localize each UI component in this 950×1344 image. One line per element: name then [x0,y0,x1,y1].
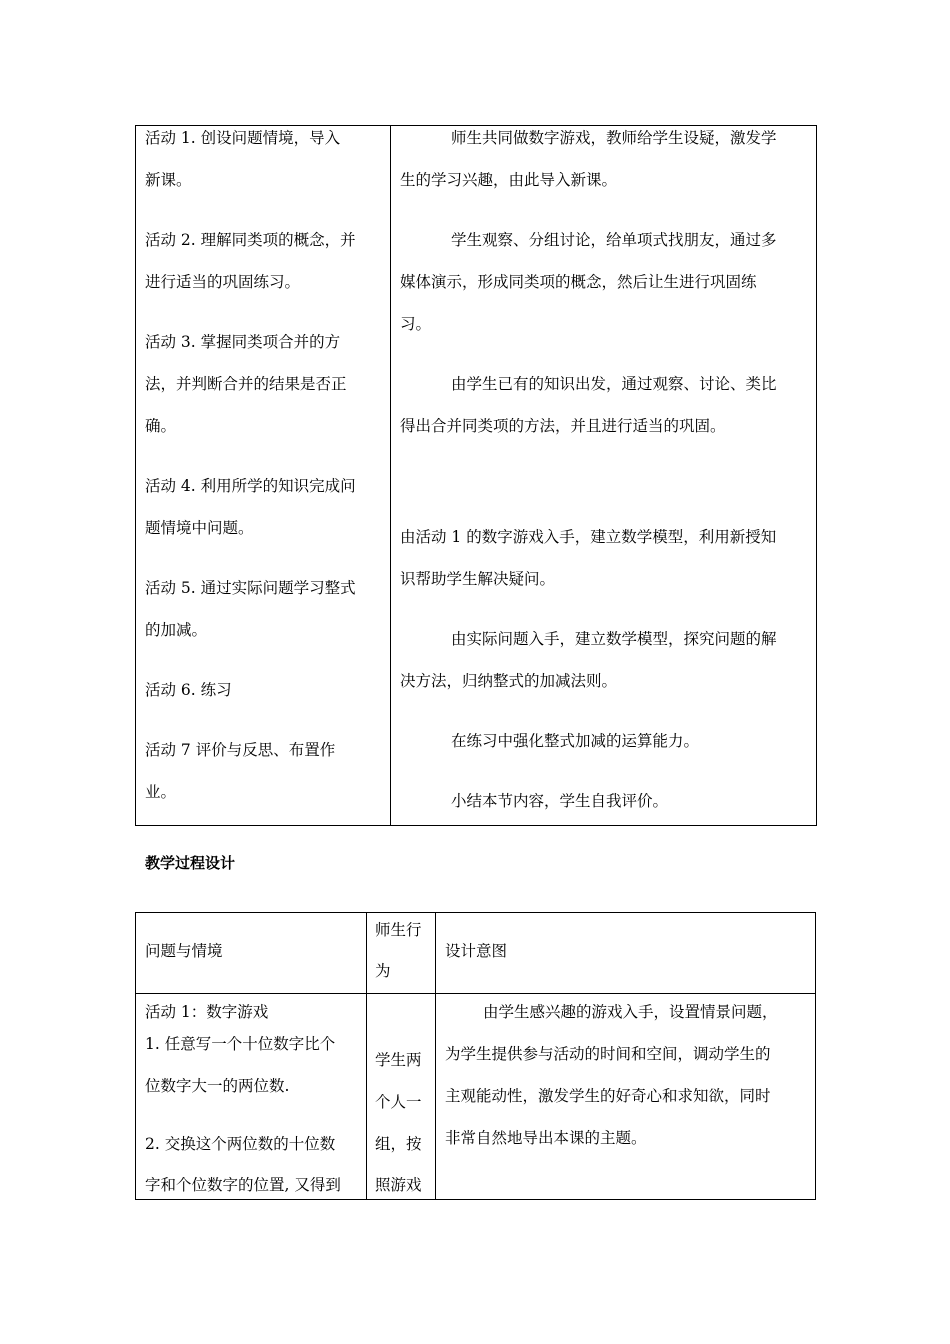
row1-behavior-line1: 学生两 [375,1051,422,1070]
activities-table [135,125,817,826]
row1-question-title: 活动 1：数字游戏 [145,1003,269,1022]
desc-5-line1: 由实际问题入手，建立数学模型，探究问题的解 [451,630,777,648]
activity-5-line2: 的加减。 [145,621,208,639]
desc-2-line2: 媒体演示，形成同类项的概念，然后让生进行巩固练 [400,273,757,291]
activity-4-line1: 活动 4. 利用所学的知识完成问 [145,477,356,495]
activity-4-line2: 题情境中问题。 [145,519,254,537]
activity-6-line1: 活动 6. 练习 [145,681,232,699]
header-question-label: 问题与情境 [145,942,223,960]
desc-3-line1: 由学生已有的知识出发，通过观察、讨论、类比 [451,375,777,393]
desc-5-line2: 决方法，归纳整式的加减法则。 [400,672,618,690]
row1-intent-line3: 主观能动性，激发学生的好奇心和求知欲，同时 [445,1087,771,1106]
activities-column [136,126,391,826]
activity-1-line2: 新课。 [145,171,192,189]
desc-2-line1: 学生观察、分组讨论，给单项式找朋友，通过多 [451,231,777,249]
section-heading: 教学过程设计 [145,854,236,872]
activity-2-line1: 活动 2. 理解同类项的概念，并 [145,231,356,249]
descriptions-column [391,126,817,826]
activity-3-line2: 法，并判断合并的结果是否正 [145,375,347,393]
header-intent-label: 设计意图 [445,942,508,960]
row1-behavior [367,994,436,1200]
row1-intent [436,994,816,1200]
desc-3-line2: 得出合并同类项的方法，并且进行适当的巩固。 [400,417,726,435]
activity-5-line1: 活动 5. 通过实际问题学习整式 [145,579,356,597]
row1-question-line1: 1. 任意写一个十位数字比个 [145,1035,336,1054]
header-intent [436,913,816,994]
header-behavior [367,913,436,994]
row1-question-line2: 位数字大一的两位数. [145,1077,290,1096]
activity-3-line3: 确。 [145,417,177,435]
row1-behavior-line2: 个人一 [375,1093,422,1112]
row1-intent-line4: 非常自然地导出本课的主题。 [445,1129,647,1148]
row1-intent-line1: 由学生感兴趣的游戏入手，设置情景问题， [483,1003,778,1022]
row1-question-line3: 2. 交换这个两位数的十位数 [145,1135,336,1154]
row1-question-line4: 字和个位数字的位置, 又得到 [145,1176,341,1195]
desc-4-line1: 由活动 1 的数字游戏入手，建立数学模型，利用新授知 [400,528,777,546]
row1-intent-line2: 为学生提供参与活动的时间和空间，调动学生的 [445,1045,771,1064]
desc-1-line1: 师生共同做数字游戏，教师给学生设疑，激发学 [451,129,777,147]
desc-4-line2: 识帮助学生解决疑问。 [400,570,556,588]
activity-2-line2: 进行适当的巩固练习。 [145,273,301,291]
desc-2-line3: 习。 [400,315,432,333]
activity-7-line1: 活动 7 评价与反思、布置作 [145,741,336,759]
activity-3-line1: 活动 3. 掌握同类项合并的方 [145,333,341,351]
activity-1-line1: 活动 1. 创设问题情境，导入 [145,129,341,147]
desc-7-line1: 小结本节内容，学生自我评价。 [451,792,669,810]
desc-1-line2: 生的学习兴趣，由此导入新课。 [400,171,618,189]
header-behavior-line1: 师生行 [375,921,422,939]
teaching-process-table [135,912,816,1200]
row1-behavior-line3: 组，按 [375,1135,422,1154]
header-question [136,913,367,994]
row1-behavior-line4: 照游戏 [375,1176,422,1195]
desc-6-line1: 在练习中强化整式加减的运算能力。 [451,732,700,750]
header-behavior-line2: 为 [375,962,391,980]
activity-7-line2: 业。 [145,783,177,801]
row1-question [136,994,367,1200]
